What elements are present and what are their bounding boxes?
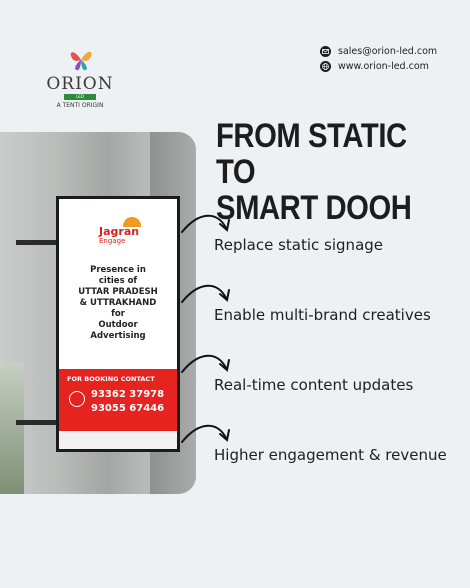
booking-title: FOR BOOKING CONTACT: [67, 375, 155, 383]
logo-sub: LED: [64, 94, 96, 100]
led-sign: [56, 196, 180, 452]
headline-line-1: FROM STATIC TO: [216, 117, 407, 191]
butterfly-icon: [66, 44, 96, 74]
logo-tagline: A TENTI ORIGIN: [56, 102, 104, 109]
background-trees: [0, 362, 24, 494]
website-contact[interactable]: [320, 61, 429, 72]
booking-panel: [59, 369, 177, 431]
phone-number-2: 93055 67446: [91, 403, 165, 414]
logo-wordmark: ORION: [46, 74, 114, 94]
website-text: www.orion-led.com: [338, 61, 429, 72]
sign-message: Presence in cities of UTTAR PRADESH & UTTRAKHAND for Outdoor Advertising: [78, 265, 158, 341]
headline: [216, 118, 434, 226]
headline-line-2: SMART DOOH: [216, 189, 412, 227]
orion-logo: [44, 44, 116, 110]
feature-item: Real-time content updates: [214, 376, 414, 394]
globe-icon: [320, 61, 331, 72]
bracket-top: [16, 240, 58, 245]
email-icon: [320, 46, 331, 57]
phone-number-1: 93362 37978: [91, 389, 165, 400]
feature-item: Enable multi-brand creatives: [214, 306, 431, 324]
sign-brand: Jagran: [99, 225, 140, 238]
email-text: sales@orion-led.com: [338, 46, 438, 57]
sign-brand-sub: Engage: [99, 237, 126, 245]
sign-footer-logos: [59, 431, 177, 449]
bracket-bottom: [16, 420, 58, 425]
phone-icon: [69, 391, 85, 407]
feature-item: Higher engagement & revenue: [214, 446, 447, 464]
feature-item: Replace static signage: [214, 236, 384, 254]
email-contact[interactable]: [320, 46, 437, 57]
